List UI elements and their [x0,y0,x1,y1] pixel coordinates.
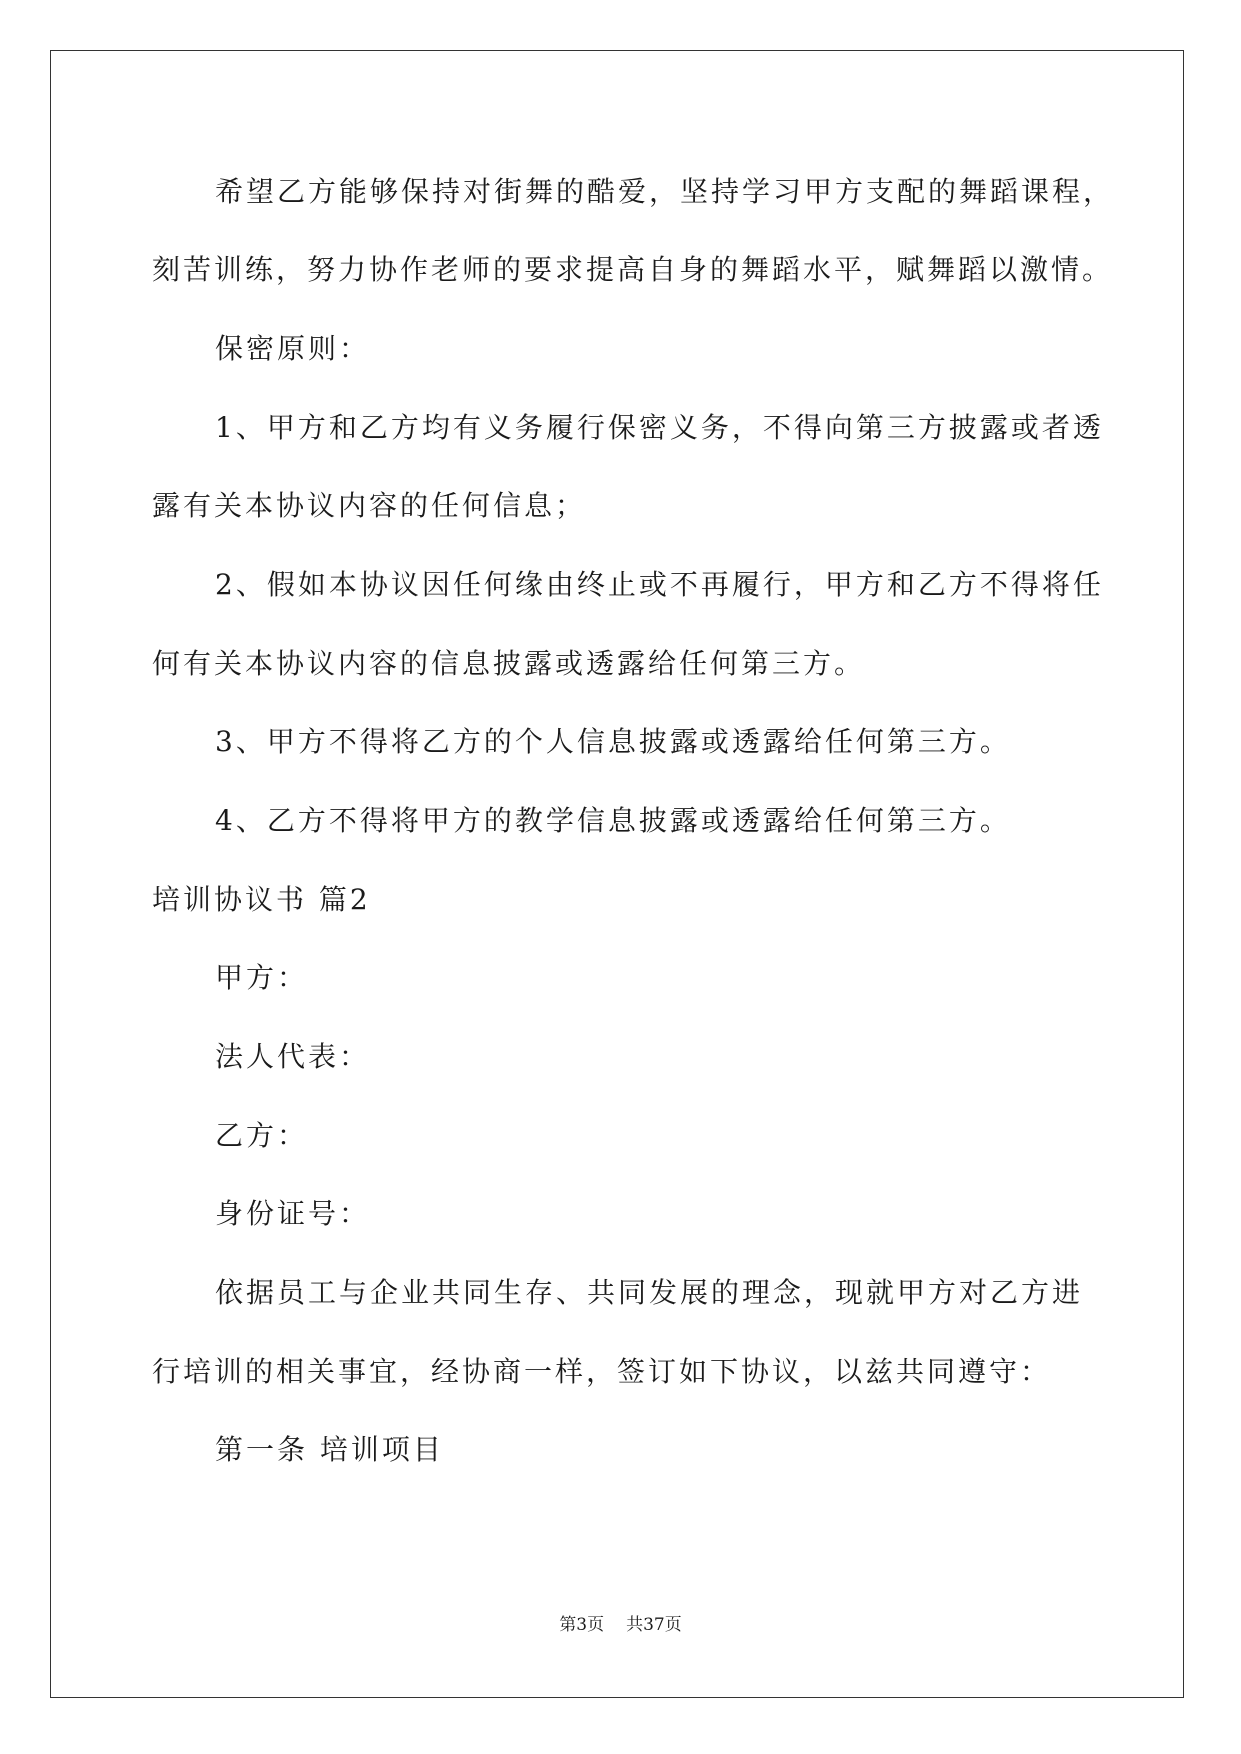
field-label-id-number: 身份证号： [215,1197,371,1230]
section-heading: 保密原则： [215,332,371,365]
paragraph-line: 刻苦训练，努力协作老师的要求提高自身的舞蹈水平，赋舞蹈以激情。 [152,253,1114,286]
clause-heading: 第一条 培训项目 [215,1433,444,1466]
paragraph-line: 行培训的相关事宜，经协商一样，签订如下协议，以兹共同遵守： [152,1355,1052,1388]
paragraph-line: 露有关本协议内容的任何信息； [152,489,587,522]
page-footer [0,1613,1241,1637]
paragraph-line: 3、甲方不得将乙方的个人信息披露或透露给任何第三方。 [215,725,1011,758]
paragraph-line: 希望乙方能够保持对街舞的酷爱，坚持学习甲方支配的舞蹈课程， [215,175,1115,208]
paragraph-line: 何有关本协议内容的信息披露或透露给任何第三方。 [152,647,866,680]
paragraph-line: 1、甲方和乙方均有义务履行保密义务，不得向第三方披露或者透 [215,411,1104,444]
paragraph-line: 4、乙方不得将甲方的教学信息披露或透露给任何第三方。 [215,804,1011,837]
paragraph-line: 2、假如本协议因任何缘由终止或不再履行，甲方和乙方不得将任 [215,568,1104,601]
field-label-legal-rep: 法人代表： [215,1040,371,1073]
page-total: 共37页 [626,1615,682,1635]
article-title: 培训协议书 篇2 [152,883,371,916]
field-label-party-b: 乙方： [215,1119,309,1152]
paragraph-line: 依据员工与企业共同生存、共同发展的理念，现就甲方对乙方进 [215,1276,1084,1309]
field-label-party-a: 甲方： [215,961,309,994]
page-number: 第3页 [559,1615,605,1635]
